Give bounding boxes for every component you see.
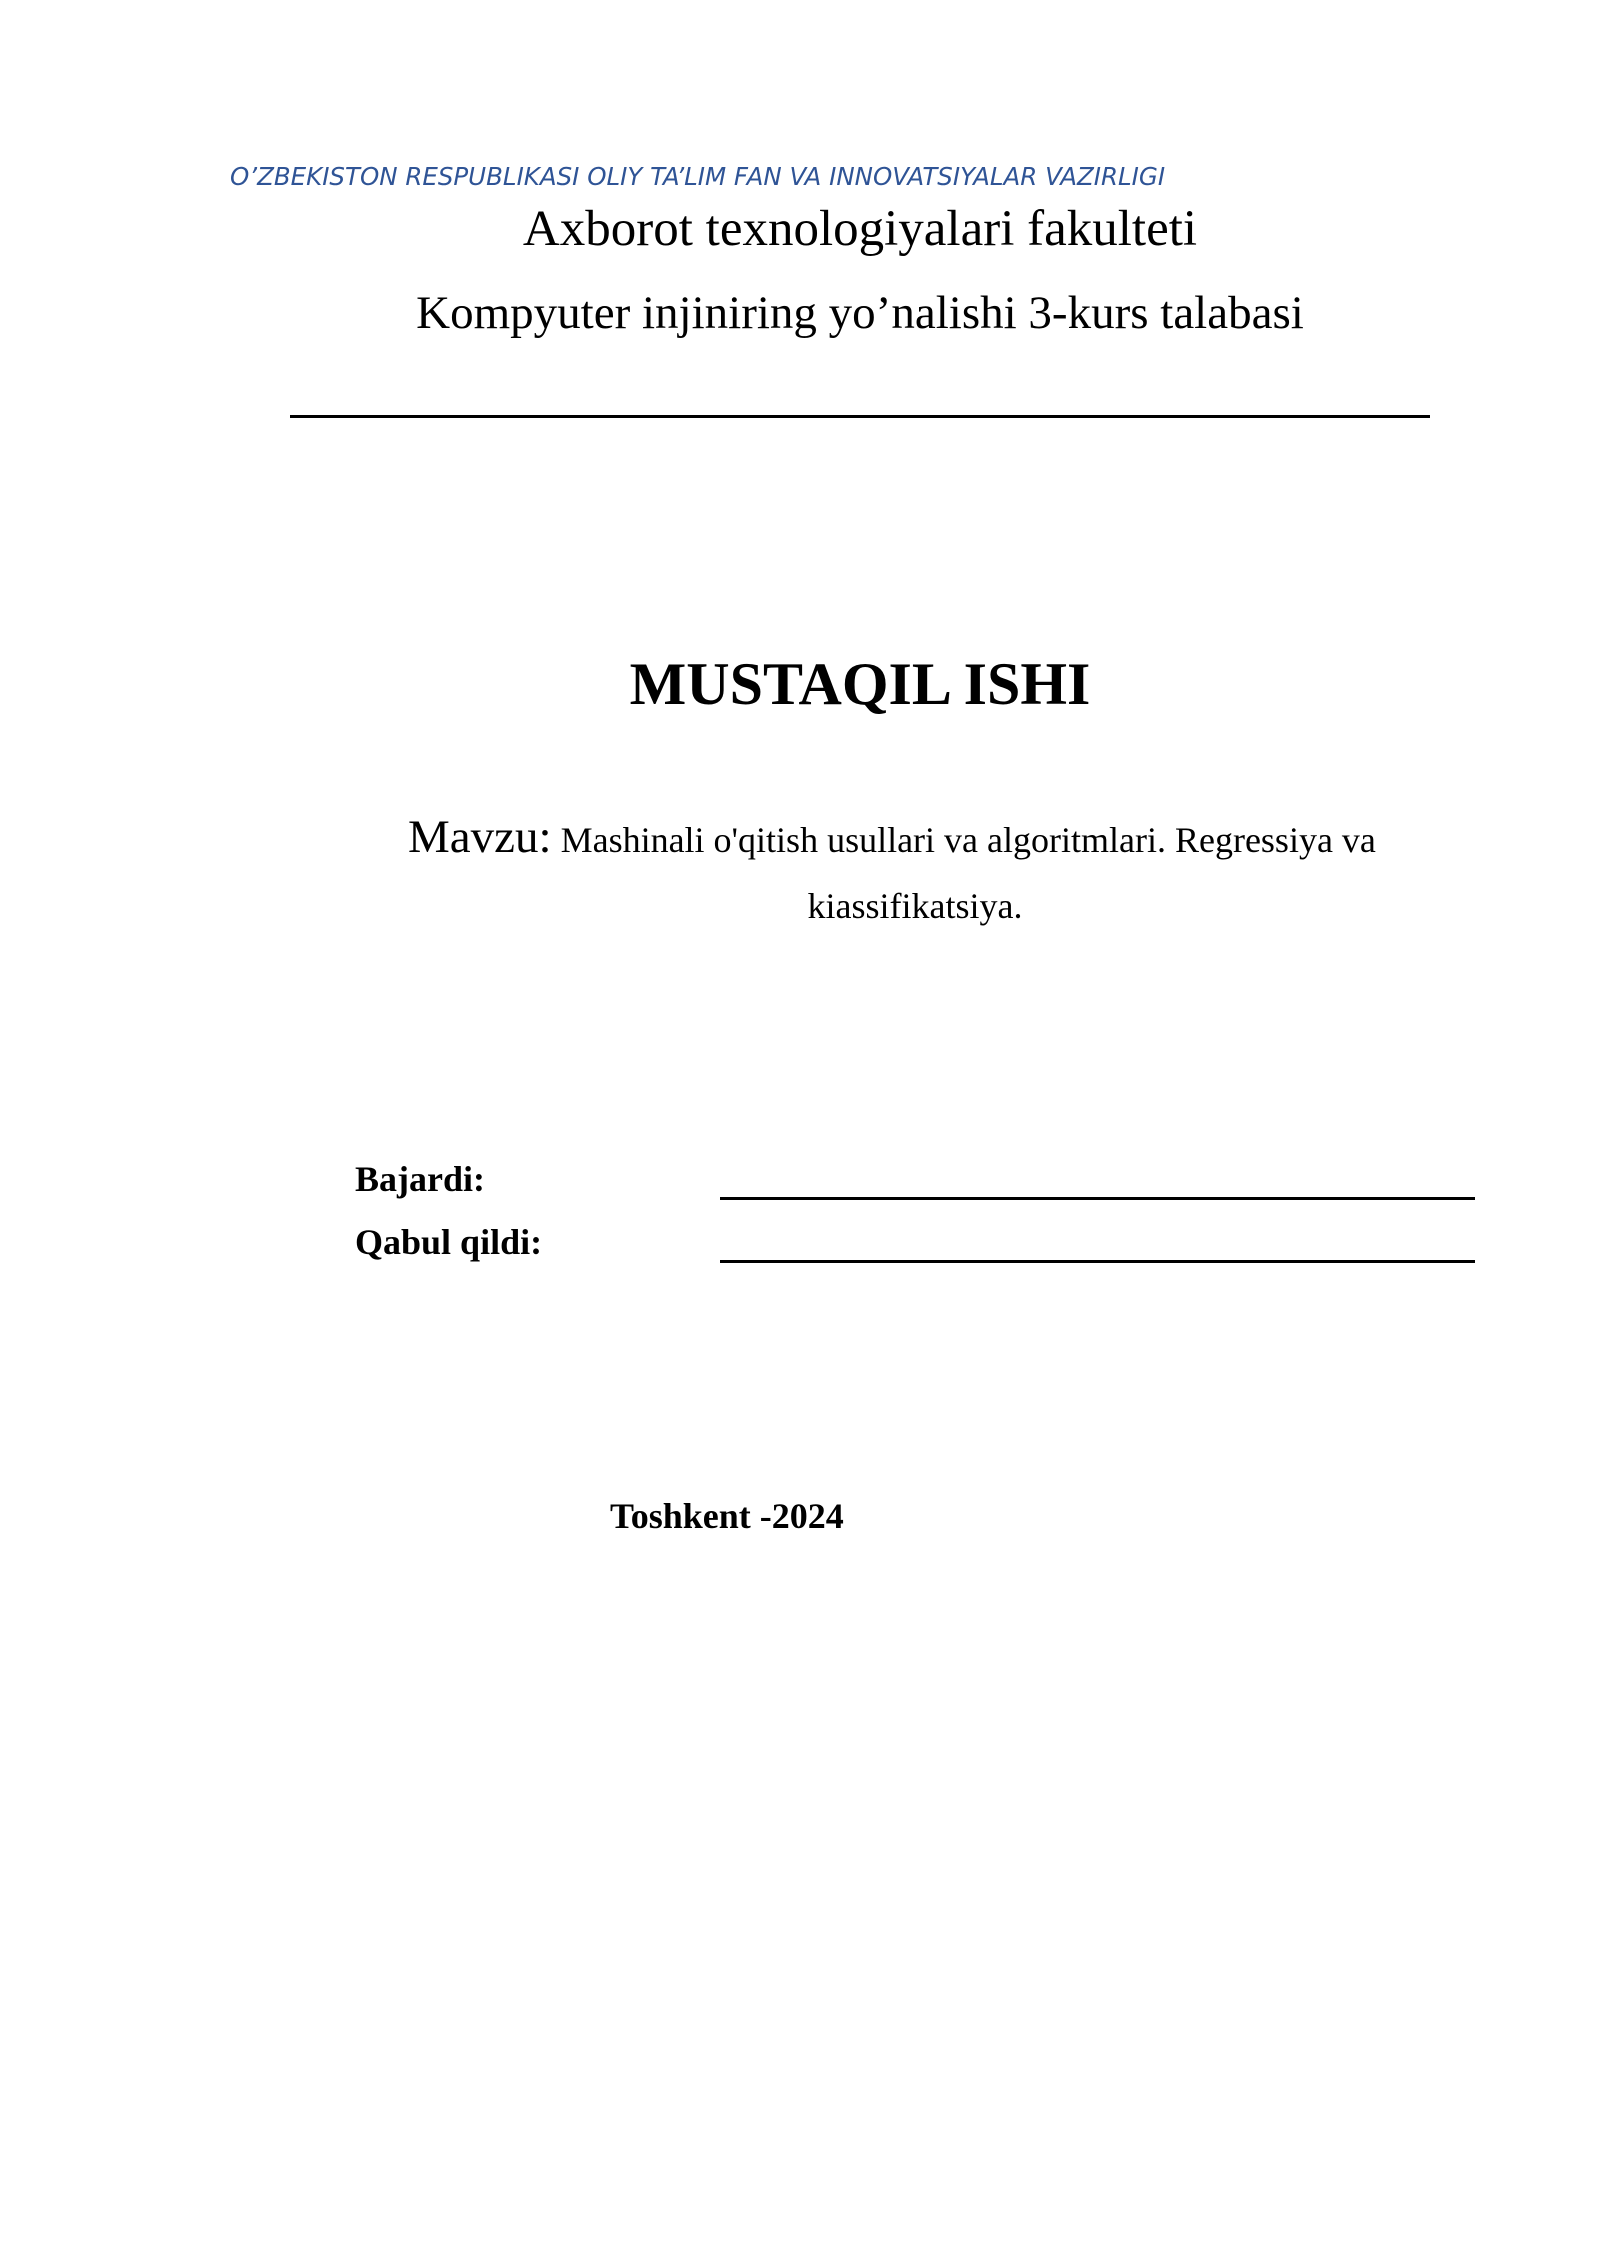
- accepted-by-label: Qabul qildi:: [355, 1222, 543, 1262]
- name-blank-line: [290, 415, 1430, 418]
- ministry-heading: O’ZBEKISTON RESPUBLIKASI OLIY TA’LIM FAN VA INNOVATSIYALAR VAZIRLIGI: [230, 162, 1166, 191]
- performed-by-blank-line: [720, 1197, 1475, 1200]
- city-year: Toshkent -2024: [610, 1496, 844, 1536]
- document-title: MUSTAQIL ISHI: [629, 651, 1091, 717]
- topic-text-line2: kiassifikatsiya.: [807, 886, 1023, 926]
- performed-by-label: Bajardi:: [355, 1159, 485, 1199]
- accepted-by-blank-line: [720, 1260, 1475, 1263]
- student-direction: Kompyuter injiniring yo’nalishi 3-kurs talabasi: [416, 287, 1304, 339]
- faculty-name: Axborot texnologiyalari fakulteti: [522, 201, 1198, 257]
- topic-text-line1: Mashinali o'qitish usullari va algoritmlari. Regressiya va: [551, 820, 1376, 860]
- topic-label: Mavzu:: [408, 811, 552, 863]
- topic-line: [408, 810, 1458, 864]
